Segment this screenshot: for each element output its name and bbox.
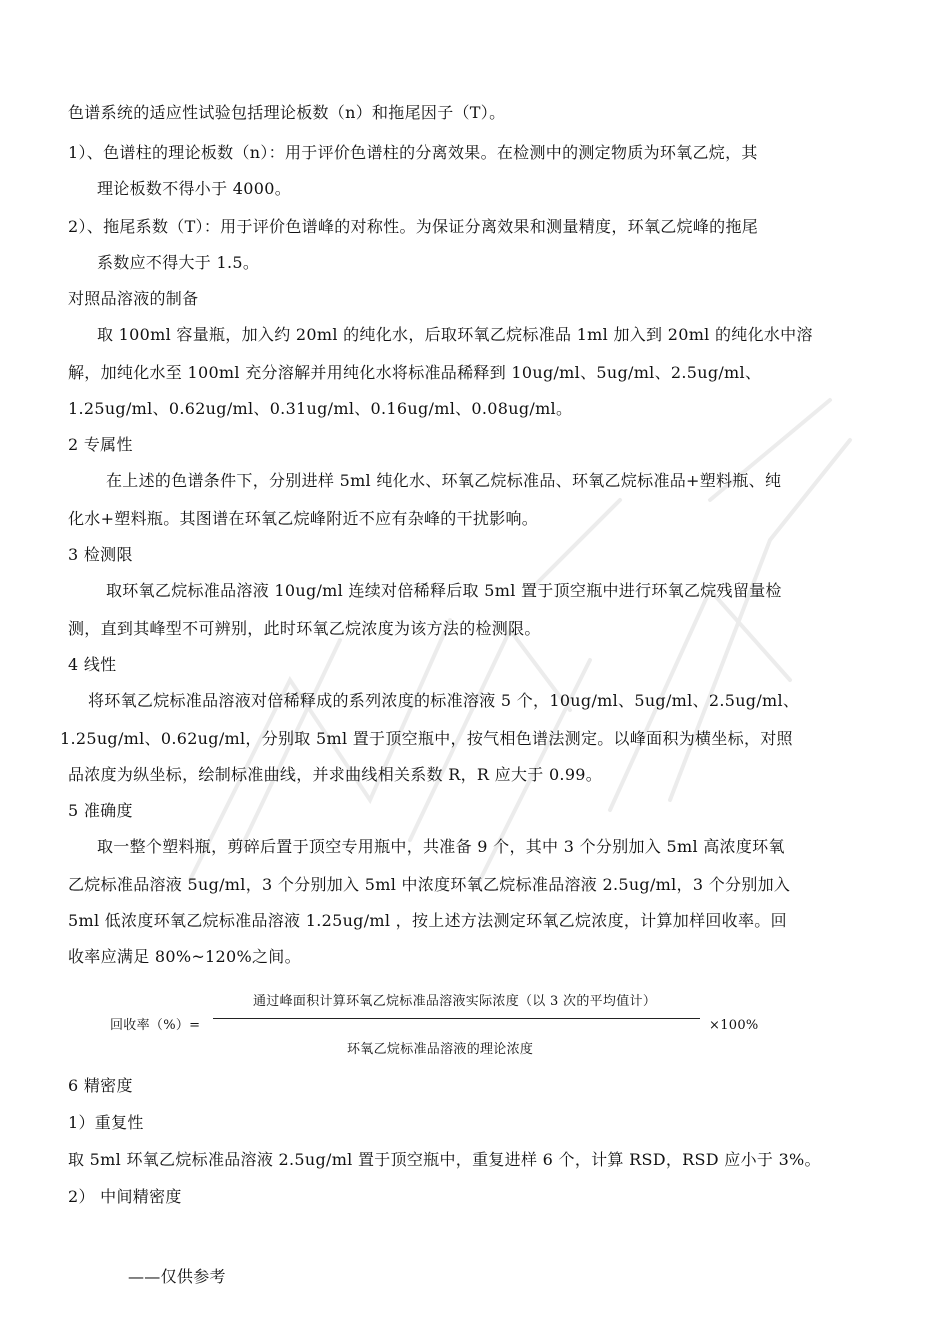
paragraph: 取 5ml 环氧乙烷标准品溶液 2.5ug/ml 置于顶空瓶中，重复进样 6 个，计算 RSD，RSD 应小于 3%。 (68, 1150, 821, 1169)
paragraph: 取环氧乙烷标准品溶液 10ug/ml 连续对倍稀释后取 5ml 置于顶空瓶中进行环氧乙烷残留量检 (106, 581, 782, 600)
paragraph: 1.25ug/ml、0.62ug/ml、0.31ug/ml、0.16ug/ml、0.08ug/ml。 (68, 399, 573, 418)
paragraph: 乙烷标准品溶液 5ug/ml，3 个分别加入 5ml 中浓度环氧乙烷标准品溶液 2.5ug/ml，3 个分别加入 (68, 875, 791, 894)
paragraph: 理论板数不得小于 4000。 (97, 179, 292, 198)
watermark (150, 380, 870, 900)
sub-heading: 1）重复性 (68, 1113, 144, 1132)
paragraph: 1）、色谱柱的理论板数（n）：用于评价色谱柱的分离效果。在检测中的测定物质为环氧乙烷，其 (68, 143, 758, 162)
section-heading: 6 精密度 (68, 1076, 133, 1095)
paragraph: 5ml 低浓度环氧乙烷标准品溶液 1.25ug/ml ，按上述方法测定环氧乙烷浓度，计算加样回收率。回 (68, 911, 787, 930)
sub-heading: 2） 中间精密度 (68, 1187, 182, 1206)
section-heading: 4 线性 (68, 655, 117, 674)
section-heading: 3 检测限 (68, 545, 133, 564)
footer-note: ——仅供参考 (128, 1267, 226, 1286)
paragraph: 将环氧乙烷标准品溶液对倍稀释成的系列浓度的标准溶液 5 个，10ug/ml、5ug/ml、2.5ug/ml、 (88, 691, 800, 710)
paragraph: 取 100ml 容量瓶，加入约 20ml 的纯化水，后取环氧乙烷标准品 1ml 加入到 20ml 的纯化水中溶 (97, 325, 813, 344)
formula-numerator: 通过峰面积计算环氧乙烷标准品溶液实际浓度（以 3 次的平均值计） (253, 994, 657, 1009)
paragraph: 测，直到其峰型不可辨别，此时环氧乙烷浓度为该方法的检测限。 (68, 619, 541, 638)
fraction-bar (213, 1018, 700, 1019)
paragraph: 色谱系统的适应性试验包括理论板数（n）和拖尾因子（T）。 (68, 103, 506, 122)
formula-lhs: 回收率（%）= (110, 1018, 201, 1033)
paragraph: 在上述的色谱条件下，分别进样 5ml 纯化水、环氧乙烷标准品、环氧乙烷标准品+塑料瓶、纯 (106, 471, 782, 490)
section-heading: 5 准确度 (68, 801, 133, 820)
formula-multiplier: ×100% (709, 1018, 759, 1033)
section-heading: 2 专属性 (68, 435, 133, 454)
section-heading: 对照品溶液的制备 (68, 289, 199, 308)
paragraph: 化水+塑料瓶。其图谱在环氧乙烷峰附近不应有杂峰的干扰影响。 (68, 509, 539, 528)
paragraph: 解，加纯化水至 100ml 充分溶解并用纯化水将标准品稀释到 10ug/ml、5ug/ml、2.5ug/ml、 (68, 363, 762, 382)
paragraph: 2）、拖尾系数（T）：用于评价色谱峰的对称性。为保证分离效果和测量精度，环氧乙烷峰的拖尾 (68, 217, 759, 236)
paragraph: 1.25ug/ml、0.62ug/ml，分别取 5ml 置于顶空瓶中，按气相色谱法测定。以峰面积为横坐标，对照 (60, 729, 793, 748)
paragraph: 系数应不得大于 1.5。 (97, 253, 260, 272)
paragraph: 取一整个塑料瓶，剪碎后置于顶空专用瓶中，共准备 9 个，其中 3 个分别加入 5ml 高浓度环氧 (97, 837, 785, 856)
paragraph: 品浓度为纵坐标，绘制标准曲线，并求曲线相关系数 R，R 应大于 0.99。 (68, 765, 603, 784)
paragraph: 收率应满足 80%~120%之间。 (68, 947, 301, 966)
formula-denominator: 环氧乙烷标准品溶液的理论浓度 (347, 1042, 534, 1057)
